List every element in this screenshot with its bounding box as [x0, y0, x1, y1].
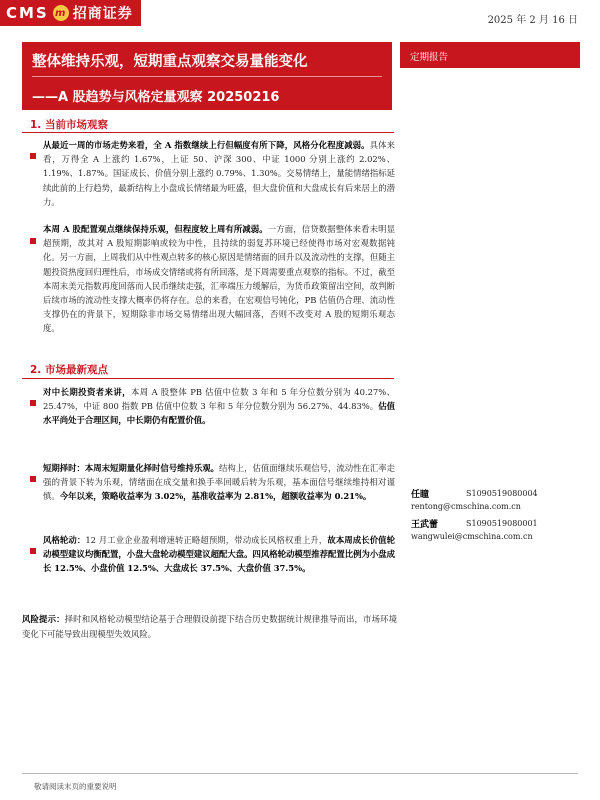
footer-divider	[22, 773, 578, 774]
risk-label: 风险提示：	[22, 614, 65, 624]
analyst-name: 王武蕾	[411, 520, 439, 530]
section-divider-1	[22, 132, 394, 133]
report-date: 2025 年 2 月 16 日	[487, 15, 578, 26]
section-heading-2: 2. 市场最新观点	[30, 364, 108, 376]
paragraph-conclusion: 今年以来，策略收益率为 3.02%，基准收益率为 2.81%，超额收益率为 0.21%。	[59, 491, 372, 502]
title-divider	[32, 76, 382, 77]
paragraph-body: 具体来看，万得全 A 上涨约 1.67%，上证 50、沪深 300、中证 1000 分别上涨约 2.02%、1.19%、1.87%。国证成长、价值分别上涨约 0.79%、1.30%。交易情绪上，量能情绪指标延续此前的上行趋势，最新结构上小盘成长情绪最为旺盛，但大盘价值和大盘成长有后来居上的潜力。	[43, 140, 396, 207]
paragraph-timing	[43, 461, 395, 523]
analyst-name: 任瞳	[411, 490, 430, 500]
bullet-icon	[30, 539, 36, 558]
analyst-email[interactable]: rentong@cmschina.com.cn	[411, 502, 521, 511]
analyst-cert: S1090519080001	[466, 519, 538, 528]
paragraph-market-trend	[43, 138, 395, 214]
report-subtitle: ——A 股趋势与风格定量观察 20250216	[32, 90, 280, 105]
paragraph-lead: 本周 A 股配置观点继续保持乐观，但程度较上周有所减弱。	[43, 224, 268, 234]
logo-text-en: CMS	[6, 4, 49, 22]
paragraph-conclusion: 估值水平尚处于合理区间，中长期仍有配置价值。	[43, 401, 395, 426]
analyst-email[interactable]: wangwulei@cmschina.com.cn	[411, 532, 533, 541]
paragraph-conclusion: 故本周成长价值轮动模型建议均衡配置，小盘大盘轮动模型建议超配大盘。四风格轮动模型推荐配置比例为小盘成长 12.5%、小盘价值 12.5%、大盘成长 37.5%、大盘价值 37.5%。	[43, 535, 396, 574]
risk-text: 择时和风格轮动模型结论基于合理假设前提下结合历史数据统计规律推导而出，市场环境变化下可能导致出现模型失效风险。	[22, 614, 398, 639]
paragraph-allocation-view	[43, 222, 395, 342]
paragraph-style-rotation	[43, 533, 395, 597]
risk-warning	[22, 612, 397, 641]
footer-note: 敬请阅读末页的重要说明	[34, 782, 117, 791]
bullet-icon	[30, 144, 36, 163]
report-type-label: 定期报告	[410, 52, 449, 63]
section-heading-1: 1. 当前市场观察	[30, 119, 108, 131]
paragraph-lead: 从最近一周的市场走势来看，全 A 指数继续上行但幅度有所下降，风格分化程度减弱。	[43, 140, 370, 150]
paragraph-lead: 风格轮动：	[43, 535, 86, 545]
report-title: 整体维持乐观，短期重点观察交易量能变化	[32, 54, 308, 70]
paragraph-lead: 短期择时：本周末短期量化择时信号维持乐观。	[43, 463, 220, 473]
bullet-icon	[30, 229, 36, 248]
analyst-cert: S1090519080004	[466, 489, 538, 498]
paragraph-body: 结构上，估值面继续乐观信号，流动性在汇率走强的背景下转为乐观，情绪面在成交量和换手率回暖后转为乐观，基本面信号继续维持相对谨慎。	[43, 463, 396, 502]
paragraph-lead: 对中长期投资者来讲，	[43, 387, 131, 397]
paragraph-valuation	[43, 385, 395, 443]
paragraph-body: 12 月工业企业盈利增速转正略超预期，带动成长风格权重上升，	[85, 535, 328, 545]
logo-text-cn: 招商证券	[72, 6, 133, 22]
bullet-icon	[30, 391, 36, 410]
section-divider-2	[22, 378, 394, 379]
paragraph-body: 本周 A 股整体 PB 估值中位数 3 年和 5 年分位数分别为 40.27%、25.47%，中证 800 指数 PB 估值中位数 3 年和 5 年分位数分别为 56.27%、44.83%。	[43, 387, 396, 412]
bullet-icon	[30, 467, 36, 486]
logo-badge-icon: m	[53, 5, 69, 21]
company-logo	[0, 0, 141, 26]
paragraph-body: 一方面，信贷数据整体来看未明显超预期，故其对 A 股短期影响或较为中性，且持续的弱复苏环境已经使得市场对宏观数据钝化。另一方面，上周我们从中性观点转多的核心原因是情绪面的回升以及流动性的支撑，但随主题投资热度回归理性后，市场成交情绪或将有所回落，是下周需要重点观察的指标。不过，截至本周末美元指数再度回落而人民币继续走强，汇率端压力缓解后，为货币政策留出空间，故判断后续市场的流动性支撑大概率仍将存在。总的来看，在宏观信号钝化，PB 估值仍合理、流动性支撑仍在的背景下，短期除非市场交易情绪出现大幅回落，否则不改变对 A 股的短期乐观态度。	[43, 224, 396, 334]
